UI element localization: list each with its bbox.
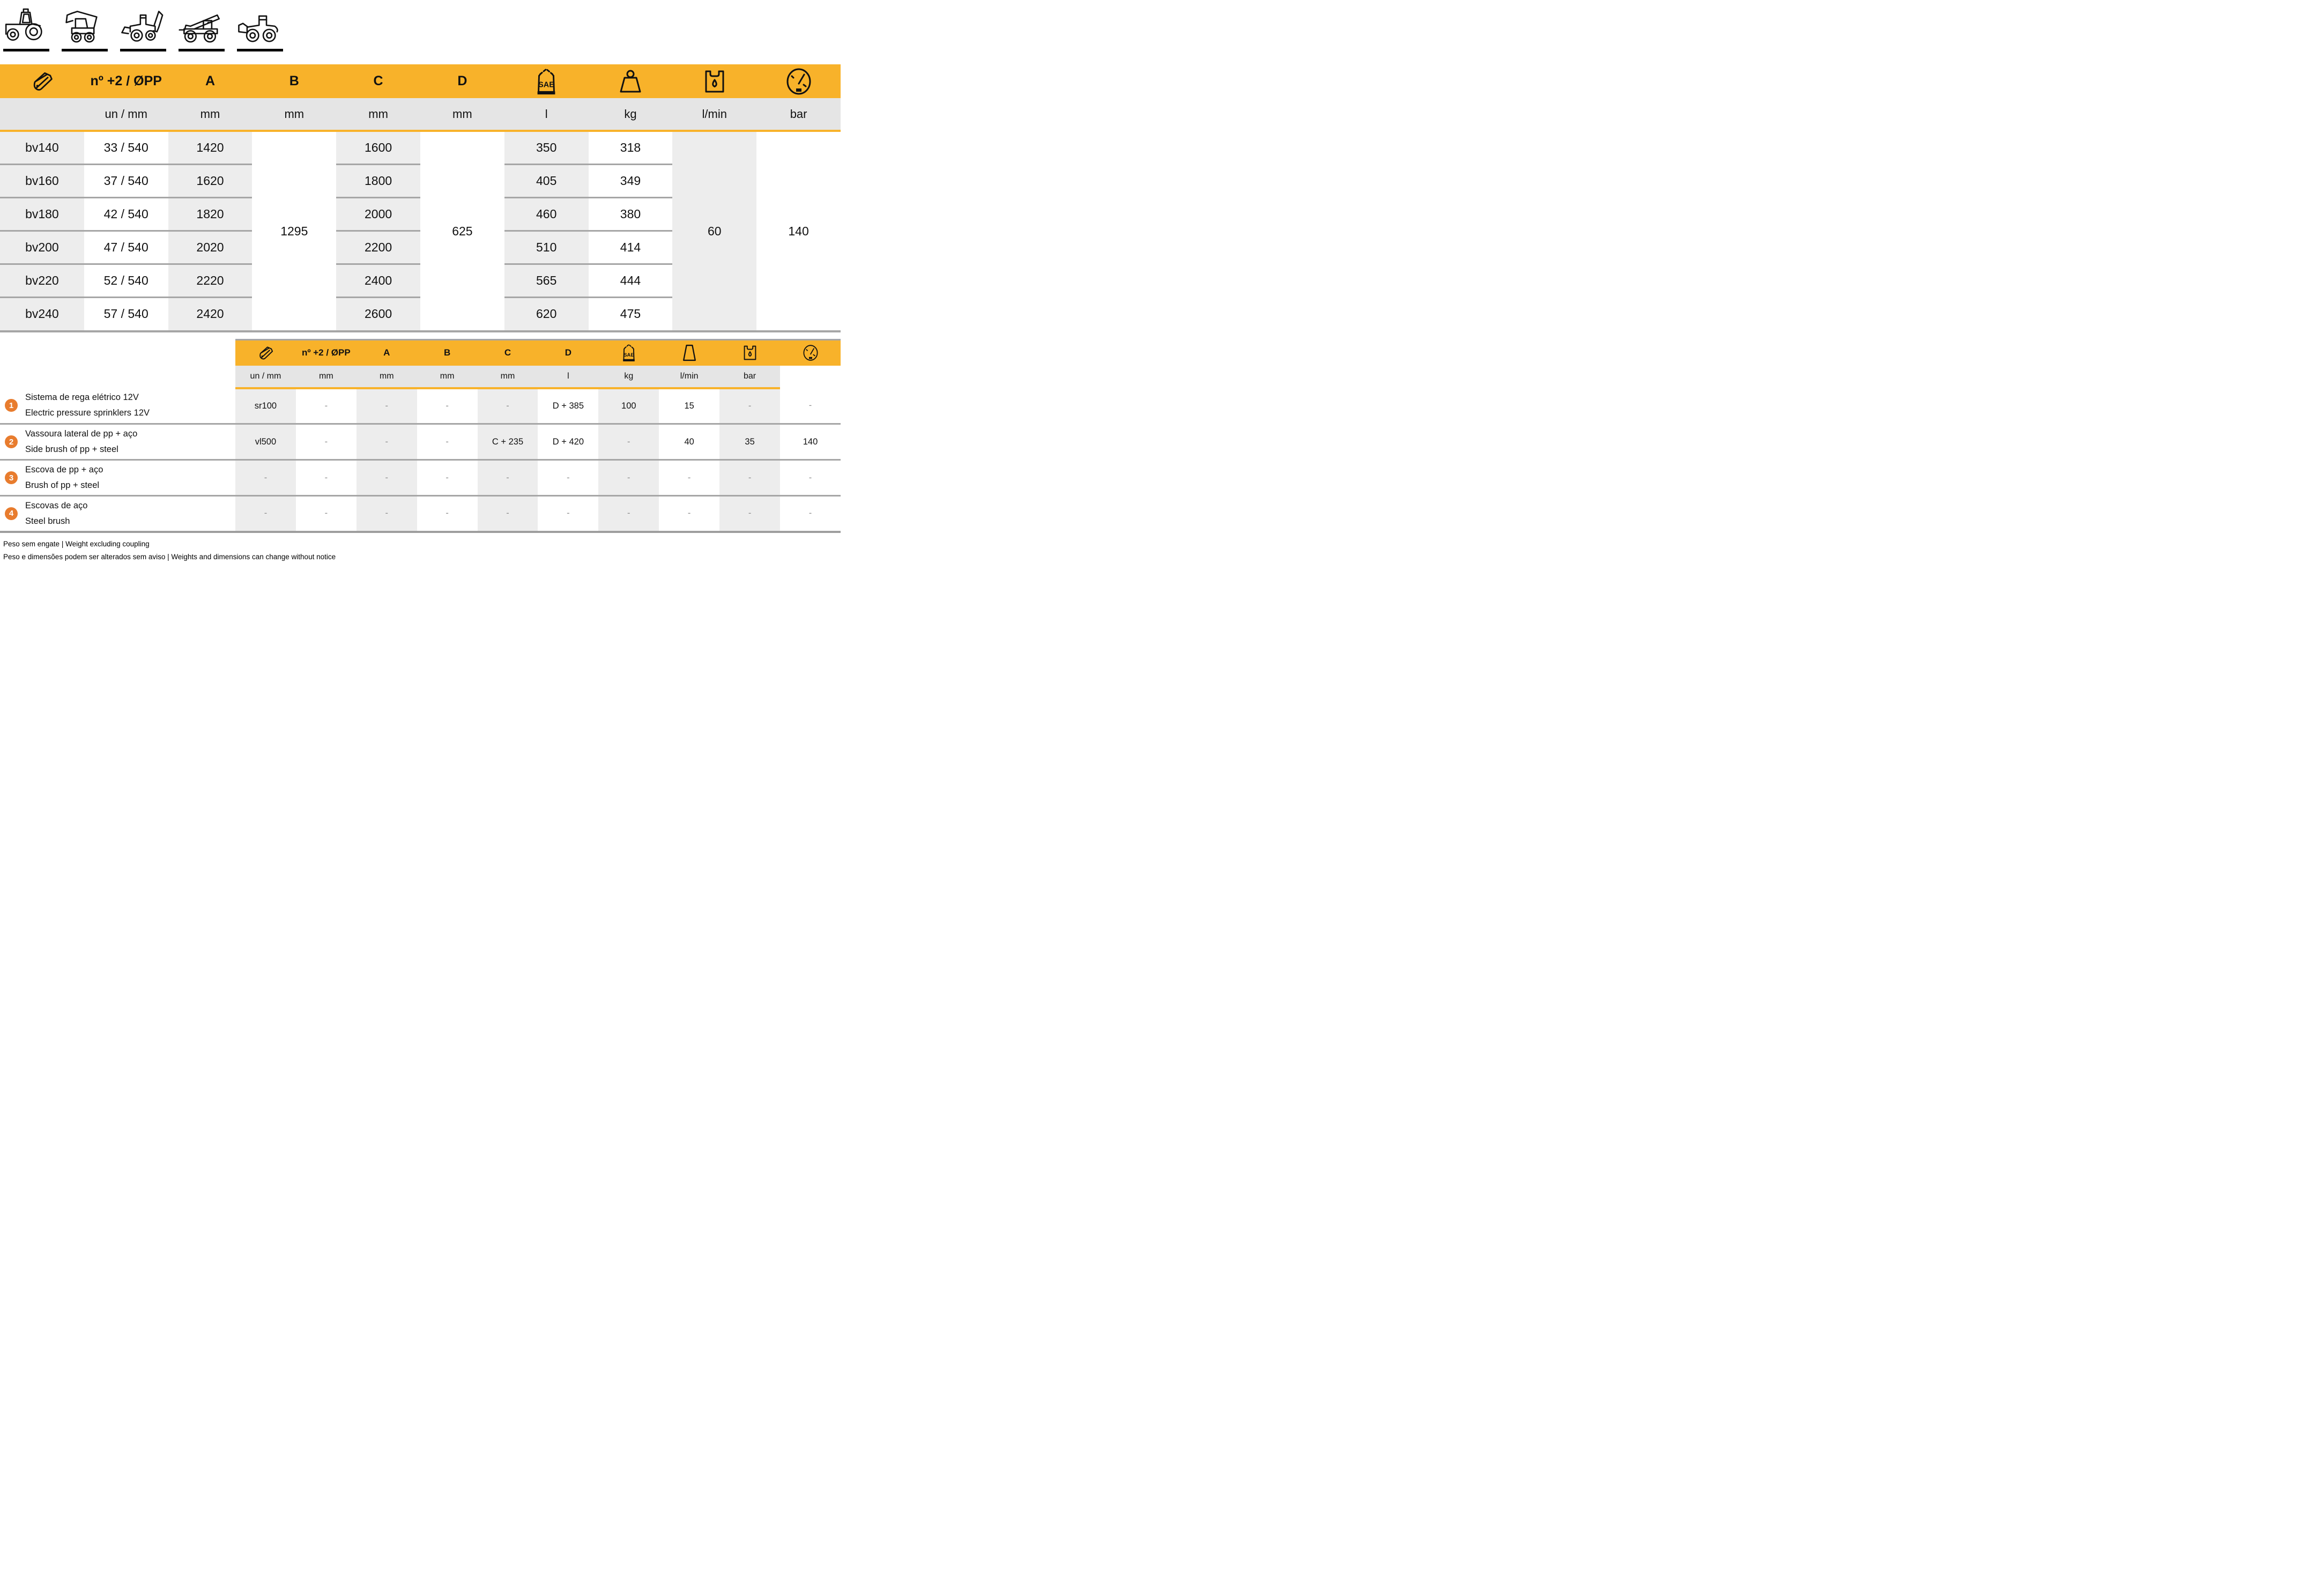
brush-icon [29, 70, 55, 93]
model-cell: bv200 [0, 231, 84, 264]
accessories-table [0, 339, 841, 533]
tractor-icon [3, 4, 49, 47]
lmin-cell: - [719, 388, 780, 424]
n-cell: - [296, 496, 357, 532]
lmin-cell: - [719, 460, 780, 496]
col-kg-header [659, 340, 719, 366]
lmin-cell: - [719, 496, 780, 532]
unit-kg: kg [598, 366, 659, 388]
c-cell: C + 235 [478, 424, 538, 460]
main-spec-table [0, 64, 841, 330]
brush-icon [256, 345, 274, 361]
col-lmin-header [719, 340, 780, 366]
weight-icon [619, 70, 642, 93]
main-units-row [0, 98, 841, 131]
n-cell: 57 / 540 [84, 297, 168, 330]
kg-cell: 380 [589, 197, 673, 231]
table-row [0, 131, 841, 164]
col-n-header: nº +2 / ØPP [84, 64, 168, 98]
kg-cell: - [659, 496, 719, 532]
n-cell: 42 / 540 [84, 197, 168, 231]
l-cell: - [598, 424, 659, 460]
weight-trapezoid-icon [682, 344, 697, 362]
col-bar-header [756, 64, 841, 98]
merged-lmin-cell: 60 [672, 131, 756, 330]
unit-mm: mm [357, 366, 417, 388]
merged-d-cell: 625 [420, 131, 504, 330]
col-lmin-header [672, 64, 756, 98]
c-cell: 1600 [336, 131, 420, 164]
unit-mm: mm [417, 366, 478, 388]
a-cell: 2020 [168, 231, 253, 264]
a-cell: 2420 [168, 297, 253, 330]
n-cell: 52 / 540 [84, 264, 168, 297]
a-cell: 1420 [168, 131, 253, 164]
l-cell: 100 [598, 388, 659, 424]
model-cell: - [235, 496, 296, 532]
unit-mm: mm [296, 366, 357, 388]
c-cell: - [478, 388, 538, 424]
n-cell: 37 / 540 [84, 164, 168, 197]
vehicle-skid-steer [62, 4, 108, 51]
a-cell: - [357, 460, 417, 496]
item-title-pt: Sistema de rega elétrico 12V [25, 392, 139, 403]
col-d-header: D [420, 64, 504, 98]
n-cell: - [296, 460, 357, 496]
main-spec-table-wrap [0, 64, 841, 332]
l-cell: 350 [504, 131, 589, 164]
model-cell: vl500 [235, 424, 296, 460]
kg-cell: 15 [659, 388, 719, 424]
n-cell: 33 / 540 [84, 131, 168, 164]
unit-l: l [538, 366, 598, 388]
c-cell: - [478, 460, 538, 496]
item-number-badge: 4 [5, 507, 18, 520]
unit-mm: mm [478, 366, 538, 388]
backhoe-loader-icon [120, 4, 166, 47]
lmin-cell: 35 [719, 424, 780, 460]
item-number-badge: 3 [5, 471, 18, 484]
item-title-en: Brush of pp + steel [25, 480, 100, 490]
footer-note-disclaimer: Peso e dimensões podem ser alterados sem aviso | Weights and dimensions can change without notice [3, 552, 336, 561]
unit-n: un / mm [84, 98, 168, 131]
col-n-header: nº +2 / ØPP [296, 340, 357, 366]
kg-cell: 40 [659, 424, 719, 460]
underline-bar [62, 49, 108, 51]
model-cell: - [235, 460, 296, 496]
accessories-table-wrap [0, 339, 841, 533]
model-cell: bv240 [0, 297, 84, 330]
item-title-pt: Escovas de aço [25, 500, 88, 510]
acc-header-spacer [0, 340, 235, 366]
vehicle-compatibility-row [0, 0, 841, 51]
col-c-header: C [336, 64, 420, 98]
col-model-header [235, 340, 296, 366]
bar-cell: 140 [780, 424, 841, 460]
c-cell: 2400 [336, 264, 420, 297]
bar-cell: - [780, 496, 841, 532]
b-cell: - [417, 496, 478, 532]
d-cell: - [538, 496, 598, 532]
oil-canister-icon [704, 69, 725, 94]
item-number-badge: 2 [5, 435, 18, 448]
l-cell: - [598, 460, 659, 496]
merged-b-cell: 1295 [252, 131, 336, 330]
model-cell: sr100 [235, 388, 296, 424]
model-cell: bv220 [0, 264, 84, 297]
unit-b: mm [252, 98, 336, 131]
a-cell: - [357, 496, 417, 532]
col-d-header: D [538, 340, 598, 366]
kg-cell: 414 [589, 231, 673, 264]
col-model-header [0, 64, 84, 98]
b-cell: - [417, 424, 478, 460]
a-cell: - [357, 388, 417, 424]
l-cell: - [598, 496, 659, 532]
l-cell: 565 [504, 264, 589, 297]
model-cell: bv180 [0, 197, 84, 231]
footer-notes [0, 540, 841, 561]
list-item [0, 460, 841, 496]
vehicle-backhoe [120, 4, 166, 51]
unit-bar: bar [719, 366, 780, 388]
l-cell: 620 [504, 297, 589, 330]
col-a-header: A [357, 340, 417, 366]
kg-cell: - [659, 460, 719, 496]
pressure-gauge-icon [803, 345, 819, 361]
a-cell: - [357, 424, 417, 460]
list-item [0, 424, 841, 460]
n-cell: 47 / 540 [84, 231, 168, 264]
unit-kg: kg [589, 98, 673, 131]
col-sae-header [504, 64, 589, 98]
kg-cell: 444 [589, 264, 673, 297]
col-bar-header [780, 340, 841, 366]
datasheet-page [0, 0, 841, 576]
item-title-en: Electric pressure sprinklers 12V [25, 408, 150, 418]
vehicle-tractor [3, 4, 49, 51]
col-c-header: C [478, 340, 538, 366]
list-item [0, 388, 841, 424]
c-cell: 2600 [336, 297, 420, 330]
accessory-label-cell [0, 496, 235, 532]
acc-units-spacer [0, 366, 235, 388]
col-b-header: B [252, 64, 336, 98]
d-cell: D + 385 [538, 388, 598, 424]
col-a-header: A [168, 64, 253, 98]
unit-l: l [504, 98, 589, 131]
underline-bar [120, 49, 166, 51]
acc-header-row [0, 340, 841, 366]
a-cell: 1820 [168, 197, 253, 231]
item-title-pt: Vassoura lateral de pp + aço [25, 429, 138, 439]
unit-c: mm [336, 98, 420, 131]
l-cell: 510 [504, 231, 589, 264]
item-title-en: Side brush of pp + steel [25, 444, 118, 454]
unit-lmin: l/min [672, 98, 756, 131]
wheel-loader-icon [237, 4, 283, 47]
sae-oil-capacity-icon [621, 343, 636, 362]
underline-bar [3, 49, 49, 51]
unit-n: un / mm [235, 366, 296, 388]
kg-cell: 475 [589, 297, 673, 330]
telehandler-icon [179, 4, 225, 47]
col-sae-header [598, 340, 659, 366]
model-cell: bv160 [0, 164, 84, 197]
item-title-en: Steel brush [25, 516, 70, 526]
accessory-label-cell [0, 388, 235, 424]
c-cell: 1800 [336, 164, 420, 197]
b-cell: - [417, 388, 478, 424]
c-cell: - [478, 496, 538, 532]
unit-model [0, 98, 84, 131]
footer-note-weight: Peso sem engate | Weight excluding coupling [3, 539, 150, 548]
a-cell: 2220 [168, 264, 253, 297]
b-cell: - [417, 460, 478, 496]
l-cell: 405 [504, 164, 589, 197]
col-b-header: B [417, 340, 478, 366]
col-kg-header [589, 64, 673, 98]
item-title-pt: Escova de pp + aço [25, 465, 103, 475]
list-item [0, 496, 841, 532]
d-cell: D + 420 [538, 424, 598, 460]
n-cell: - [296, 388, 357, 424]
accessory-label-cell [0, 460, 235, 496]
main-header-row [0, 64, 841, 98]
sae-oil-capacity-icon [534, 67, 558, 96]
bar-cell: - [780, 460, 841, 496]
accessory-label-cell [0, 424, 235, 460]
kg-cell: 318 [589, 131, 673, 164]
underline-bar [237, 49, 283, 51]
merged-bar-cell: 140 [756, 131, 841, 330]
n-cell: - [296, 424, 357, 460]
underline-bar [179, 49, 225, 51]
item-number-badge: 1 [5, 399, 18, 412]
unit-a: mm [168, 98, 253, 131]
bar-cell: - [780, 388, 841, 424]
unit-d: mm [420, 98, 504, 131]
a-cell: 1620 [168, 164, 253, 197]
kg-cell: 349 [589, 164, 673, 197]
vehicle-telehandler [179, 4, 225, 51]
vehicle-wheel-loader [237, 4, 283, 51]
d-cell: - [538, 460, 598, 496]
l-cell: 460 [504, 197, 589, 231]
unit-bar: bar [756, 98, 841, 131]
pressure-gauge-icon [785, 68, 812, 95]
unit-lmin: l/min [659, 366, 719, 388]
acc-units-row [0, 366, 841, 388]
skid-steer-loader-icon [62, 4, 108, 47]
oil-canister-icon [743, 345, 757, 361]
c-cell: 2000 [336, 197, 420, 231]
model-cell: bv140 [0, 131, 84, 164]
c-cell: 2200 [336, 231, 420, 264]
